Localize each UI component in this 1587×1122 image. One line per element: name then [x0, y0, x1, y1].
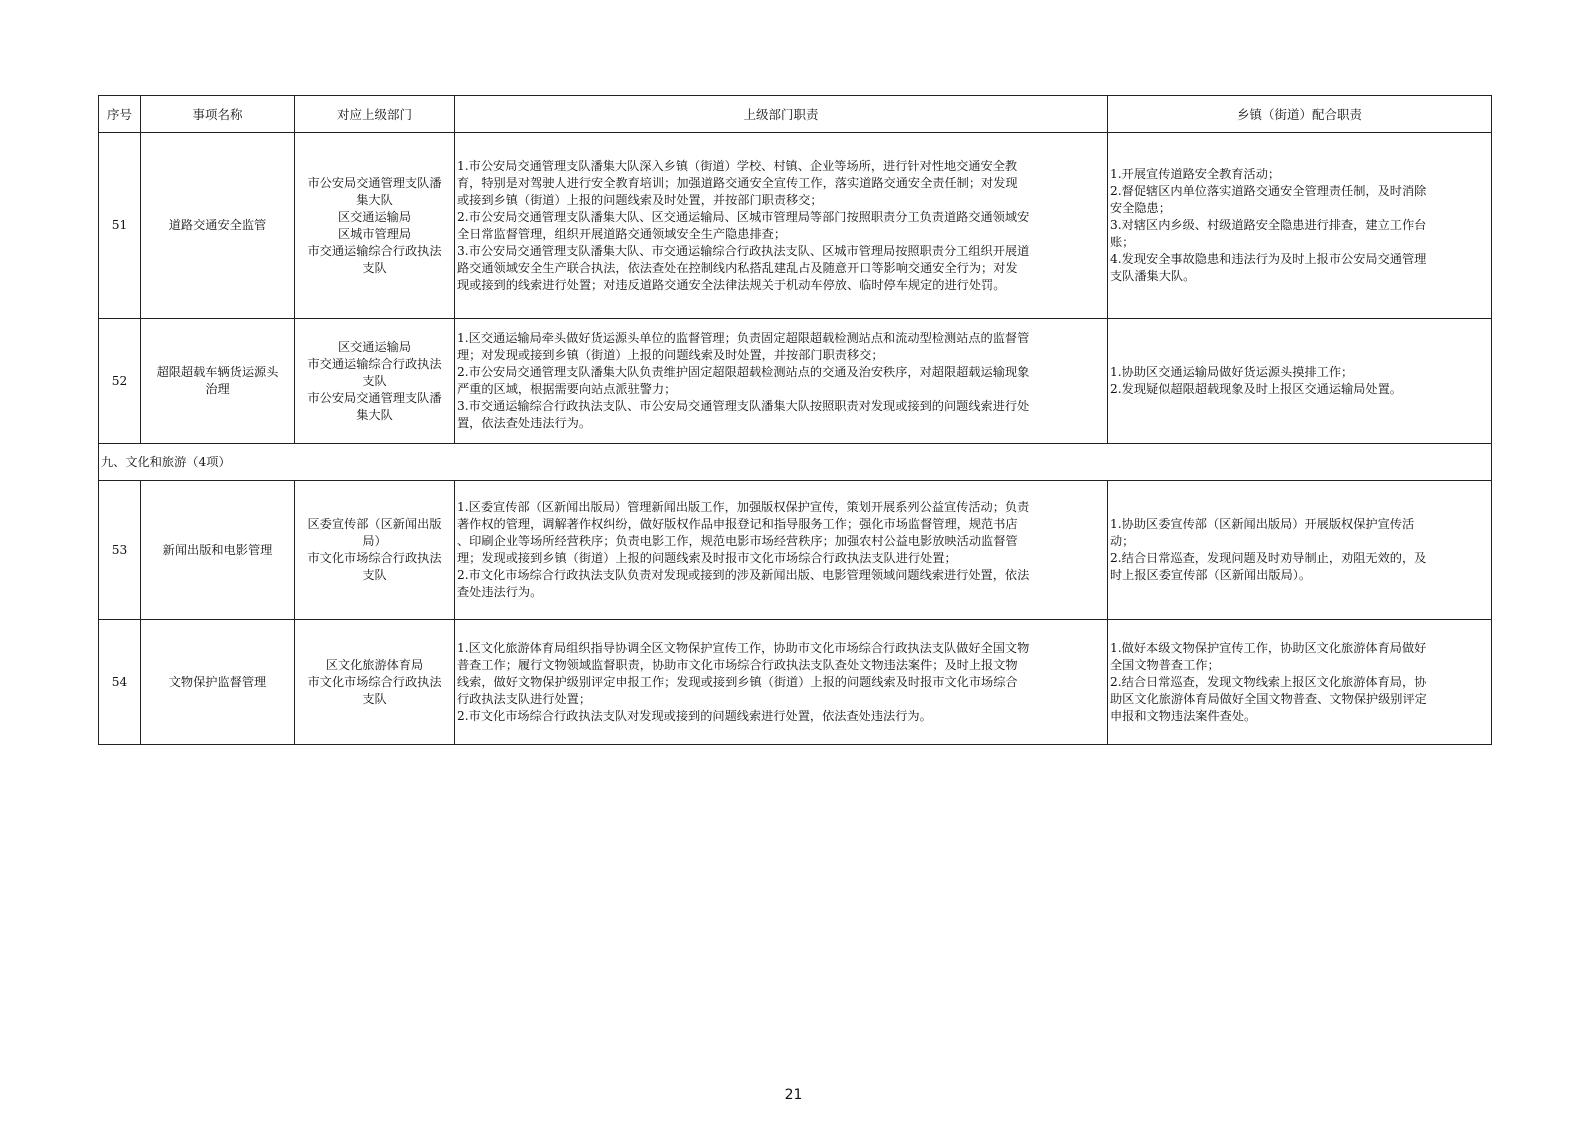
table-header-row	[99, 96, 1492, 133]
row-number: 53	[99, 481, 141, 620]
superior-duties-cell	[455, 481, 1108, 620]
coop-line: 1.协助区交通运输局做好货运源头摸排工作；	[1110, 365, 1354, 379]
duty-line: 2.市公安局交通管理支队潘集大队、区交通运输局、区城市管理局等部门按照职责分工负责道路交通领域安	[457, 209, 1030, 224]
header-number: 序号	[99, 96, 141, 133]
coop-line: 支队潘集大队。	[1110, 269, 1196, 283]
duty-line: 或接到乡镇（街道）上报的问题线索及时处置，并按部门职责移交；	[457, 192, 823, 207]
coop-line: 2.督促辖区内单位落实道路交通安全管理责任制，及时消除	[1110, 184, 1427, 198]
dept-line: 集大队	[356, 192, 393, 207]
section-title: 九、文化和旅游（4项）	[99, 444, 1492, 481]
duty-line: 线索，做好文物保护级别评定申报工作；发现或接到乡镇（街道）上报的问题线索及时报市文化市场综合	[457, 674, 1018, 689]
duty-line: 置，依法查处违法行为。	[457, 416, 592, 430]
superior-duties-cell	[455, 133, 1108, 319]
duty-line: 理；对发现或接到乡镇（街道）上报的问题线索及时处置，并按部门职责移交；	[457, 348, 884, 362]
duty-line: 全日常监督管理，组织开展道路交通领域安全生产隐患排查；	[457, 226, 787, 241]
superior-dept-cell	[295, 481, 455, 620]
duty-line: 1.市公安局交通管理支队潘集大队深入乡镇（街道）学校、村镇、企业等场所，进行针对性地交通安全教	[457, 158, 1018, 173]
item-name-line: 文物保护监督管理	[168, 674, 267, 689]
item-name-cell	[141, 620, 295, 745]
row-number: 52	[99, 319, 141, 444]
duty-line: 严重的区域，根据需要向站点派驻警力；	[457, 382, 677, 396]
item-name-line: 新闻出版和电影管理	[162, 542, 273, 557]
dept-line: 集大队	[356, 407, 393, 422]
dept-line: 市文化市场综合行政执法	[307, 674, 442, 689]
header-superior-duties: 上级部门职责	[455, 96, 1108, 133]
coop-line: 3.对辖区内乡级、村级道路安全隐患进行排查，建立工作台	[1110, 218, 1427, 232]
item-name-cell	[141, 133, 295, 319]
duty-line: 1.区文化旅游体育局组织指导协调全区文物保护宣传工作，协助市文化市场综合行政执法支队做好全国文物	[457, 640, 1030, 655]
item-name-cell	[141, 319, 295, 444]
header-town-duties: 乡镇（街道）配合职责	[1108, 96, 1492, 133]
coop-line: 申报和文物违法案件查处。	[1110, 708, 1257, 723]
dept-line: 局）	[362, 534, 387, 548]
duty-line: 著作权的管理，调解著作权纠纷，做好版权作品申报登记和指导服务工作；强化市场监督管理，规范书店	[457, 517, 1018, 531]
duty-line: 1.区交通运输局牵头做好货运源头单位的监督管理；负责固定超限超载检测站点和流动型检测站点的监督管	[457, 331, 1030, 345]
duty-line: 、印刷企业等场所经营秩序；负责电影工作，规范电影市场经营秩序；加强农村公益电影放映活动监督管	[457, 534, 1018, 548]
superior-duties-cell	[455, 620, 1108, 745]
item-name-line: 治理	[205, 382, 230, 396]
duty-line: 路交通领域安全生产联合执法，依法查处在控制线内私搭乱建乱占及随意开口等影响交通安全行为；对发	[457, 260, 1018, 275]
town-duties-cell	[1108, 620, 1492, 745]
dept-line: 区交通运输局	[337, 209, 412, 224]
dept-line: 支队	[362, 260, 387, 275]
duty-line: 普查工作；履行文物领域监督职责，协助市文化市场综合行政执法支队查处文物违法案件；及时上报文物	[457, 657, 1018, 672]
coop-line: 1.协助区委宣传部（区新闻出版局）开展版权保护宣传活	[1110, 517, 1415, 531]
superior-dept-cell	[295, 620, 455, 745]
coop-line: 账；	[1110, 235, 1135, 249]
duty-line: 2.市文化市场综合行政执法支队负责对发现或接到的涉及新闻出版、电影管理领域问题线索进行处置，依法	[457, 568, 1030, 582]
coop-line: 安全隐患；	[1110, 201, 1171, 215]
duty-line: 2.市公安局交通管理支队潘集大队负责维护固定超限超载检测站点的交通及治安秩序，对超限超载运输现象	[457, 365, 1030, 379]
coop-line: 2.结合日常巡查，发现问题及时劝导制止，劝阻无效的，及	[1110, 551, 1427, 565]
duty-line: 育，特别是对驾驶人进行安全教育培训；加强道路交通安全宣传工作，落实道路交通安全责任制；对发现	[457, 175, 1018, 190]
table-row	[99, 481, 1492, 620]
town-duties-cell	[1108, 319, 1492, 444]
dept-line: 市交通运输综合行政执法	[307, 243, 442, 258]
duty-line: 3.市公安局交通管理支队潘集大队、市交通运输综合行政执法支队、区城市管理局按照职责分工组织开展道	[457, 243, 1030, 258]
duty-line: 3.市交通运输综合行政执法支队、市公安局交通管理支队潘集大队按照职责对发现或接到的问题线索进行处	[457, 399, 1030, 413]
row-number: 54	[99, 620, 141, 745]
header-superior-dept: 对应上级部门	[295, 96, 455, 133]
duty-line: 理；发现或接到乡镇（街道）上报的问题线索及时报市文化市场综合行政执法支队进行处置；	[457, 551, 957, 565]
duty-line: 1.区委宣传部（区新闻出版局）管理新闻出版工作，加强版权保护宣传，策划开展系列公益宣传活动；负责	[457, 500, 1030, 514]
header-item-name: 事项名称	[141, 96, 295, 133]
coop-line: 2.发现疑似超限超载现象及时上报区交通运输局处置。	[1110, 382, 1402, 396]
coop-line: 时上报区委宣传部（区新闻出版局）。	[1110, 568, 1312, 582]
dept-line: 支队	[362, 691, 387, 706]
table-row	[99, 133, 1492, 319]
duty-line: 2.市文化市场综合行政执法支队对发现或接到的问题线索进行处置，依法查处违法行为。	[457, 708, 932, 723]
coop-line: 动；	[1110, 534, 1135, 548]
town-duties-cell	[1108, 481, 1492, 620]
table-row	[99, 319, 1492, 444]
dept-line: 市公安局交通管理支队潘	[307, 390, 442, 405]
dept-line: 区文化旅游体育局	[325, 657, 424, 672]
dept-line: 区交通运输局	[337, 339, 412, 354]
superior-dept-cell	[295, 133, 455, 319]
dept-line: 支队	[362, 373, 387, 388]
section-row	[99, 444, 1492, 481]
dept-line: 市公安局交通管理支队潘	[307, 175, 442, 190]
coop-line: 2.结合日常巡查，发现文物线索上报区文化旅游体育局，协	[1110, 674, 1427, 689]
coop-line: 助区文化旅游体育局做好全国文物普查、文物保护级别评定	[1110, 691, 1427, 706]
coop-line: 全国文物普查工作；	[1110, 657, 1220, 672]
responsibility-table	[98, 95, 1492, 745]
dept-line: 支队	[362, 568, 387, 582]
table-row	[99, 620, 1492, 745]
superior-dept-cell	[295, 319, 455, 444]
dept-line: 区委宣传部（区新闻出版	[307, 517, 442, 531]
item-name-line: 超限超载车辆货运源头	[156, 365, 279, 379]
dept-line: 市交通运输综合行政执法	[307, 356, 442, 371]
town-duties-cell	[1108, 133, 1492, 319]
item-name-line: 道路交通安全监管	[168, 218, 267, 232]
superior-duties-cell	[455, 319, 1108, 444]
duty-line: 查处违法行为。	[457, 585, 543, 599]
coop-line: 4.发现安全事故隐患和违法行为及时上报市公安局交通管理	[1110, 252, 1427, 266]
dept-line: 区城市管理局	[337, 226, 412, 241]
item-name-cell	[141, 481, 295, 620]
duty-line: 现或接到的线索进行处置；对违反道路交通安全法律法规关于机动车停放、临时停车规定的进行处罚。	[457, 277, 1006, 292]
page-number: 21	[784, 1087, 803, 1103]
dept-line: 市文化市场综合行政执法	[307, 551, 442, 565]
table-body	[99, 133, 1492, 745]
coop-line: 1.开展宣传道路安全教育活动；	[1110, 167, 1281, 181]
duty-line: 行政执法支队进行处置；	[457, 691, 592, 706]
row-number: 51	[99, 133, 141, 319]
coop-line: 1.做好本级文物保护宣传工作，协助区文化旅游体育局做好	[1110, 640, 1427, 655]
